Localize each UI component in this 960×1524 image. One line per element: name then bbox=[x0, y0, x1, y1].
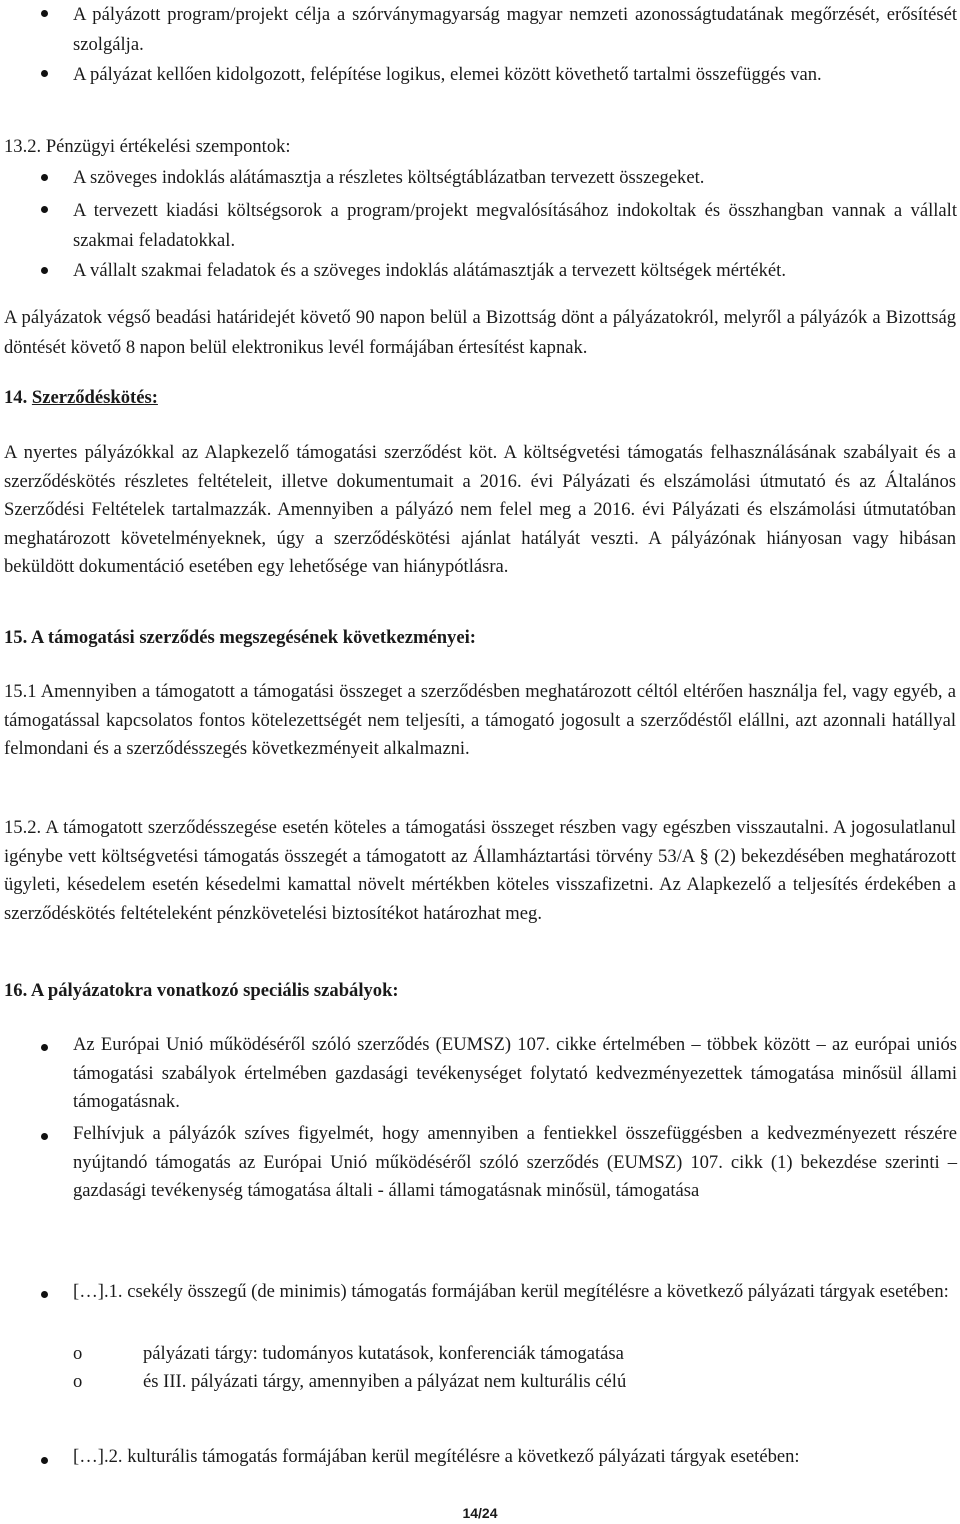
section-15-1-paragraph: 15.1 Amennyiben a támogatott a támogatási összeget a szerződésben meghatározott céltól eltérően használja fel, vagy egyéb, a támogatással kapcsolatos fontos kötelezettségét nem teljesíti, a támogató jogosult a szerződéstől elállni, azt azonnali hatállyal felmondani és a szerződésszegés következményeit alkalmazni. bbox=[4, 681, 956, 760]
bullet-dot bbox=[41, 1133, 48, 1140]
sub-item: pályázati tárgy: tudományos kutatások, konferenciák támogatása bbox=[143, 1343, 624, 1364]
bullet-item: A pályázott program/projekt célja a szórványmagyarság magyar nemzeti azonosságtudatának megőrzését, erősítését szolgálja. bbox=[73, 4, 957, 55]
section-16-title: 16. A pályázatokra vonatkozó speciális szabályok: bbox=[4, 980, 399, 1001]
section-13-2-title: 13.2. Pénzügyi értékelési szempontok: bbox=[4, 136, 291, 157]
bullet-dot bbox=[41, 267, 48, 274]
sub-item: és III. pályázati tárgy, amennyiben a pályázat nem kulturális célú bbox=[143, 1371, 627, 1392]
bullet-item: Az Európai Unió működéséről szóló szerződés (EUMSZ) 107. cikke értelmében – többek között – az európai uniós támogatási szabályok értelmében gazdasági tevékenységet folytató kedvezményezettek támogatása minősül állami támogatásnak. bbox=[73, 1034, 957, 1113]
section-14-body: A nyertes pályázókkal az Alapkezelő támogatási szerződést köt. A költségvetési támogatás felhasználásának szabályait és a szerződéskötés részletes feltételeit, illetve dokumentumait a 2016. évi Pályázati és elszámolási útmutató és az Általános Szerződési Feltételek tartalmazzák. Amennyiben a pályázó nem felel meg a 2016. évi Pályázati és elszámolási útmutatóban meghatározott követelményeknek, úgy a szerződéskötési ajánlat hatályát veszti. A pályázónak hiányosan vagy hibásan beküldött dokumentáció esetében egy lehetősége van hiánypótlásra. bbox=[4, 442, 956, 578]
sub-item-marker: o bbox=[73, 1343, 83, 1364]
bullet-dot bbox=[41, 1044, 48, 1051]
bullet-dot bbox=[41, 70, 48, 77]
bullet-item: Felhívjuk a pályázók szíves figyelmét, hogy amennyiben a fentiekkel összefüggésben a kedvezményezett részére nyújtandó támogatás az Európai Unió működéséről szóló szerződés (EUMSZ) 107. cikk (1) bekezdése szerinti – gazdasági tevékenység támogatása általi - állami támogatásnak minősül, támogatása bbox=[73, 1123, 957, 1202]
section-15-2-paragraph: 15.2. A támogatott szerződésszegése esetén köteles a támogatási összeget részben vagy egészben visszautalni. A jogosulatlanul igénybe vett költségvetési támogatás összegét a támogatott az Államháztartási törvény 53/A § (2) bekezdésében meghatározott ügyleti, késedelem esetén késedelmi kamattal növelt mértékben köteles visszafizetni. Az Alapkezelő a teljesítés érdekében a szerződéskötés feltételeként pénzkövetelési biztosítékot határozhat meg. bbox=[4, 817, 956, 924]
sub-item-marker: o bbox=[73, 1371, 83, 1392]
bullet-item: […].2. kulturális támogatás formájában kerül megítélésre a következő pályázati tárgyak esetében: bbox=[73, 1446, 800, 1467]
section-14-heading bbox=[4, 385, 158, 410]
bullet-item: A tervezett kiadási költségsorok a program/projekt megvalósításához indokoltak és összhangban vannak a vállalt szakmai feladatokkal. bbox=[73, 200, 957, 251]
decision-paragraph: A pályázatok végső beadási határidejét követő 90 napon belül a Bizottság dönt a pályázatokról, melyről a pályázók a Bizottság döntését követő 8 napon belül elektronikus levél formájában értesítést kapnak. bbox=[4, 307, 956, 358]
section-14-title: Szerződéskötés: bbox=[31, 387, 158, 408]
section-15-title: 15. A támogatási szerződés megszegésének következményei: bbox=[4, 627, 476, 648]
bullet-dot bbox=[41, 174, 48, 181]
section-14-number: 14. bbox=[4, 387, 28, 408]
bullet-item: […].1. csekély összegű (de minimis) támogatás formájában kerül megítélésre a következő pályázati tárgyak esetében: bbox=[73, 1281, 949, 1302]
bullet-dot bbox=[41, 206, 48, 213]
bullet-item: A szöveges indoklás alátámasztja a részletes költségtáblázatban tervezett összegeket. bbox=[73, 167, 705, 188]
bullet-item: A pályázat kellően kidolgozott, felépítése logikus, elemei között követhető tartalmi összefüggés van. bbox=[73, 64, 822, 85]
bullet-dot bbox=[41, 10, 48, 17]
page-number: 14/24 bbox=[462, 1505, 498, 1521]
bullet-dot bbox=[41, 1291, 48, 1298]
bullet-dot bbox=[41, 1457, 48, 1464]
bullet-item: A vállalt szakmai feladatok és a szöveges indoklás alátámasztják a tervezett költségek mértékét. bbox=[73, 260, 786, 281]
